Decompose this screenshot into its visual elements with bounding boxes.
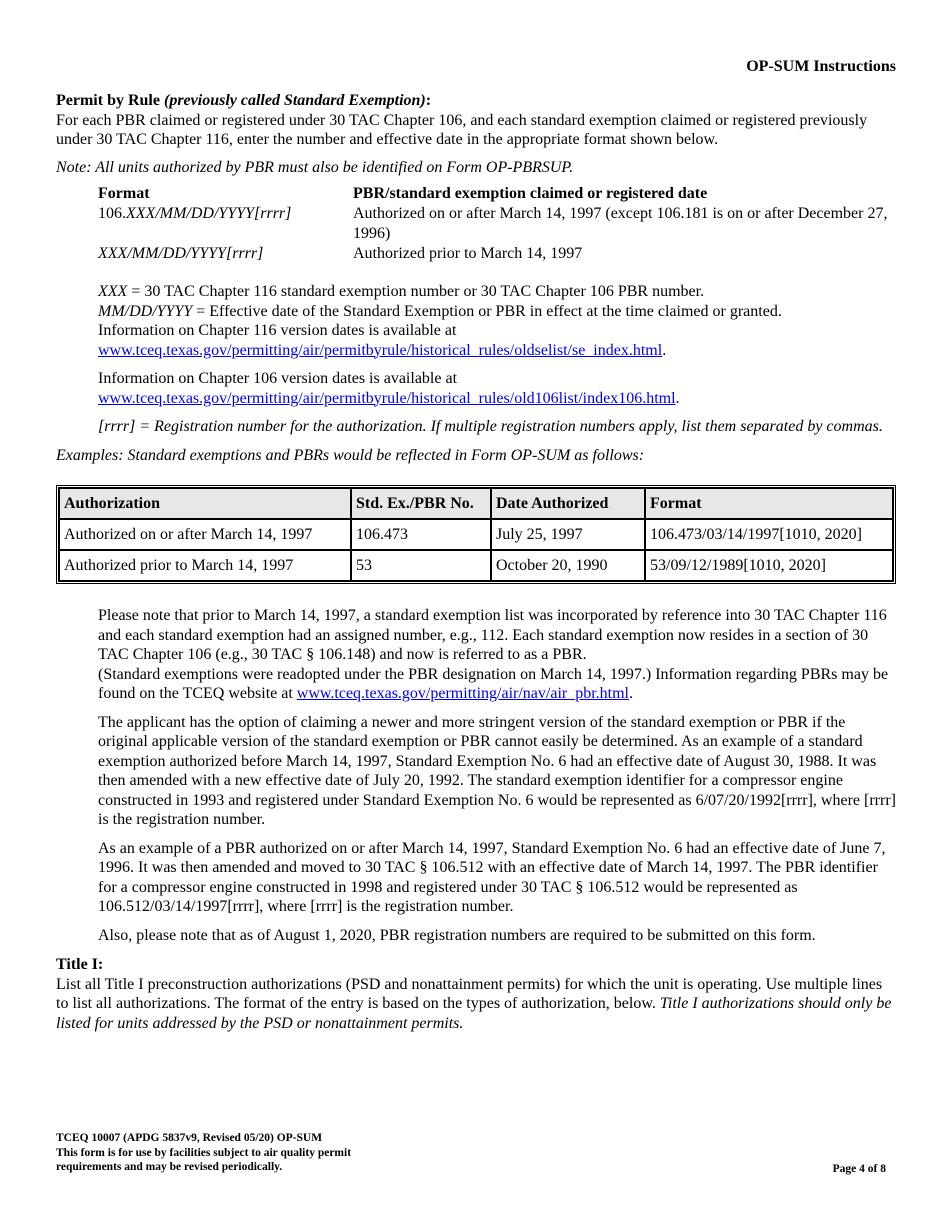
rrrr-definition: [rrrr] = Registration number for the authorization. If multiple registration numbers apply, list them separated by commas. [98,418,883,435]
date-col-header: PBR/standard exemption claimed or registered date [353,185,708,202]
examples-table [56,485,896,584]
footer-usage-line1: This form is for use by facilities subject to air quality permit [56,1146,352,1159]
col-format: Format [645,488,893,519]
table-row: Authorized prior to March 14, 1997 53 October 20, 1990 53/09/12/1989[1010, 2020] [59,550,893,581]
pbr-intro: For each PBR claimed or registered under 30 TAC Chapter 106, and each standard exemption claimed or registered previously under 30 TAC Chapter 116, enter the number and effective date in the appropriate format shown below. [56,111,868,148]
footer-form-id: TCEQ 10007 (APDG 5837v9, Revised 05/20) OP-SUM [56,1132,323,1144]
title1-heading: Title I: [56,956,104,973]
col-date-authorized: Date Authorized [491,488,645,519]
note-registration-required: Also, please note that as of August 1, 2020, PBR registration numbers are required to be submitted on this form. [98,926,816,944]
ch116-info: Information on Chapter 116 version dates is available at [98,322,457,339]
title1-body: List all Title I preconstruction authorizations (PSD and nonattainment permits) for which the unit is operating. Use multiple lines to list all authorizations. The format of the entry is based on the types of authorization, below. Title I authorizations should only be listed for units addressed by the PSD or nonattainment permits. [56,975,892,1032]
page-number: Page 4 of 8 [832,1163,886,1175]
format-row: 106.XXX/MM/DD/YYYY[rrrr] Authorized on or after March 14, 1997 (except 106.181 is on or after December 27, 1996) [98,205,888,242]
definitions: XXX = 30 TAC Chapter 116 standard exemption number or 30 TAC Chapter 106 PBR number. MM/DD/YYYY = Effective date of the Standard Exemption or PBR in effect at the time claimed or granted. Information on Chapter 116 version dates is available at www.tceq.texas.gov/permitting/air/permitbyrule/historical_rules/oldselist/se_index.html. Information on Chapter 106 version dates is available at www.tceq.texas.gov/permitting/air/permitbyrule/historical_rules/old106list/index106.html. [rrrr] = Registration number for the authorization. If multiple registration numbers apply, list them separated by commas. [98,282,896,437]
notes [98,606,896,945]
note-pbr-example: As an example of a PBR authorized on or after March 14, 1997, Standard Exemption No. 6 had an effective date of June 7, 1996. It was then amended and moved to 30 TAC § 106.512 with an effective date of March 14, 1997. The PBR identifier for a compressor engine constructed in 1998 and registered under 30 TAC § 106.512 would be represented as 106.512/03/14/1997[rrrr], where [rrrr] is the registration number. [98,839,886,915]
title1-section [56,955,896,1033]
format-col-header: Format [98,185,150,202]
table-row: Authorized on or after March 14, 1997 106.473 July 25, 1997 106.473/03/14/1997[1010, 2020] [59,519,893,550]
pbr-heading: Permit by Rule (previously called Standard Exemption): [56,92,432,109]
examples-header-row [59,488,893,519]
ch106-link[interactable]: www.tceq.texas.gov/permitting/air/permitbyrule/historical_rules/old106list/index106.html [98,389,676,407]
ch106-info: Information on Chapter 106 version dates is available at [98,370,458,387]
air-pbr-link[interactable]: www.tceq.texas.gov/permitting/air/nav/air_pbr.html [296,685,629,702]
pbr-section [56,91,896,1033]
xxx-definition: XXX = 30 TAC Chapter 116 standard exemption number or 30 TAC Chapter 106 PBR number. [98,283,705,300]
pbr-note: Note: All units authorized by PBR must also be identified on Form OP-PBRSUP. [56,158,574,176]
note-newer-version-option: The applicant has the option of claiming a newer and more stringent version of the standard exemption or PBR if the original applicable version of the standard exemption or PBR cannot easily be determined. As an example of a standard exemption authorized before March 14, 1997, Standard Exemption No. 6 had an effective date of August 30, 1988. It was then amended with a new effective date of July 20, 1992. The standard exemption identifier for a compressor engine constructed in 1993 and registered under Standard Exemption No. 6 would be represented as 6/07/20/1992[rrrr], where [rrrr] is the registration number. [98,713,896,828]
format-row: XXX/MM/DD/YYYY[rrrr] Authorized prior to March 14, 1997 [98,245,583,262]
format-table [98,184,896,264]
col-authorization: Authorization [59,488,351,519]
ch116-link[interactable]: www.tceq.texas.gov/permitting/air/permitbyrule/historical_rules/oldselist/se_index.html [98,341,663,359]
footer-usage-line2: requirements and may be revised periodically. [56,1161,283,1173]
date-definition: MM/DD/YYYY = Effective date of the Standard Exemption or PBR in effect at the time claimed or granted. [98,302,782,320]
col-std-ex-pbr-no: Std. Ex./PBR No. [351,488,491,519]
page-header-title: OP-SUM Instructions [746,58,896,75]
note-standard-exemption-history: Please note that prior to March 14, 1997, a standard exemption list was incorporated by reference into 30 TAC Chapter 116 and each standard exemption had an assigned number, e.g., 112. Each standard exemption now resides in a section of 30 TAC Chapter 106 (e.g., 30 TAC § 106.148) and now is referred to as a PBR. (Standard exemptions were readopted under the PBR designation on March 14, 1997.) Information regarding PBRs may be found on the TCEQ website at www.tceq.texas.gov/permitting/air/nav/air_pbr.html. [98,607,889,702]
examples-intro: Examples: Standard exemptions and PBRs would be reflected in Form OP-SUM as follows: [56,446,645,464]
page-footer [56,1131,351,1175]
